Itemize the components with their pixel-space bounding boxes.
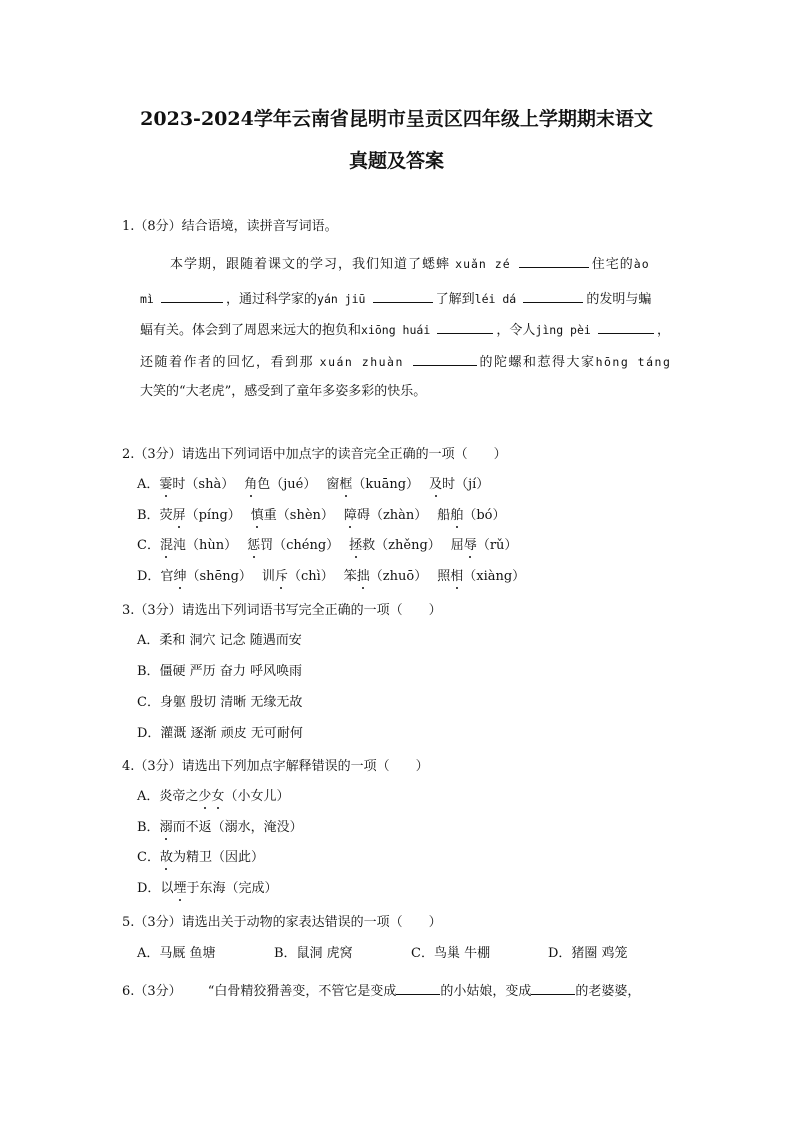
- q4-option: [137, 819, 303, 837]
- text: 以: [160, 881, 174, 897]
- answer-blank[interactable]: [413, 352, 477, 366]
- q2-option: [137, 507, 505, 525]
- q3-header: 3.（3分）请选出下列词语书写完全正确的一项（ ）: [122, 603, 442, 618]
- text: ，令人: [496, 323, 536, 338]
- option-label: B．: [137, 507, 160, 523]
- q3-option: D．灌溉 逐渐 顽皮 无可耐何: [137, 726, 303, 741]
- q3-option: B．僵硬 严历 奋力 呼风唤雨: [137, 664, 302, 679]
- text: 住宅的: [591, 257, 634, 272]
- text: ，: [656, 323, 670, 338]
- text: 色（jué）: [257, 477, 317, 492]
- dotted-char: 拯: [349, 538, 363, 554]
- question-number: 6.（3分）: [122, 984, 182, 999]
- q3-option: A．柔和 洞穴 记念 随遇而安: [137, 633, 302, 648]
- q5-header: 5.（3分）请选出关于动物的家表达错误的一项（ ）: [122, 915, 442, 930]
- dotted-char: 绅: [173, 569, 187, 585]
- option-label: B．: [137, 819, 160, 835]
- answer-blank[interactable]: [519, 254, 589, 268]
- text: 救（zhěng）: [362, 538, 441, 554]
- text: 沌（hùn）: [172, 538, 238, 554]
- q1-line3: [140, 320, 670, 340]
- dotted-char: 相: [450, 569, 464, 585]
- q4-option: [137, 849, 264, 867]
- answer-blank[interactable]: [396, 982, 440, 995]
- dotted-char: 障: [343, 507, 357, 523]
- text: 的小姑娘，变成: [440, 984, 532, 999]
- text: （xiàng）: [463, 569, 526, 585]
- text: （zhuō）: [369, 569, 428, 585]
- dotted-char: 斥: [274, 569, 288, 585]
- pinyin: yán jiū: [317, 292, 366, 306]
- dotted-chars: [198, 789, 224, 804]
- text: （chì）: [287, 569, 334, 585]
- q6-line1: [122, 982, 640, 1001]
- doc-title-line1: 2023-2024学年云南省昆明市呈贡区四年级上学期期末语文: [140, 108, 653, 130]
- answer-blank[interactable]: [523, 289, 583, 303]
- q1-header: 1.（8分）结合语境，读拼音写词语。: [122, 219, 338, 234]
- dotted-char: 堙: [173, 881, 187, 897]
- text: 重（shèn）: [263, 507, 334, 523]
- option-label: A．: [137, 477, 160, 492]
- q4-option: [137, 788, 289, 806]
- q5-option: D．猪圈 鸡笼: [548, 946, 628, 961]
- text: 的陀螺和惹得大家: [479, 355, 596, 370]
- pinyin: mì: [140, 292, 154, 306]
- dotted-chars: [160, 850, 173, 865]
- pinyin: xiōng huái: [361, 323, 431, 337]
- text: 的发明与蝙: [586, 292, 652, 307]
- text: （shēng）: [186, 569, 252, 585]
- text: （rǔ）: [476, 538, 518, 554]
- q3-option: C．身躯 殷切 清晰 无缘无故: [137, 695, 303, 710]
- q1-line4: [140, 352, 671, 372]
- pinyin: xuǎn zé: [455, 257, 511, 271]
- text: 窗: [326, 477, 340, 492]
- q2-option: [137, 568, 525, 586]
- option-label: C．: [137, 850, 160, 866]
- dotted-char: 女: [211, 789, 225, 804]
- q4-header: 4.（3分）请选出下列加点字解释错误的一项（ ）: [122, 759, 429, 774]
- answer-blank[interactable]: [373, 289, 433, 303]
- text: 为精卫（因此）: [172, 850, 264, 866]
- text: （小女儿）: [224, 789, 290, 804]
- q4-option: [137, 880, 277, 898]
- text: ，通过科学家的: [226, 292, 318, 307]
- dotted-char: 霎: [159, 477, 173, 492]
- q5-option: B．鼠洞 虎窝: [274, 946, 353, 961]
- pinyin: ào: [633, 257, 650, 271]
- dotted-chars: [173, 881, 186, 896]
- text: 照: [437, 569, 451, 585]
- dotted-char: 屏: [172, 507, 186, 523]
- text: 时（jí）: [442, 477, 490, 492]
- text: 而不返（溺水，淹没）: [172, 819, 303, 835]
- text: （bó）: [463, 507, 506, 523]
- text: 屈: [450, 538, 464, 554]
- text: 炎帝之: [159, 789, 199, 804]
- pinyin: léi dá: [474, 292, 517, 306]
- text: 了解到: [435, 292, 475, 307]
- text: 罚（chéng）: [260, 538, 340, 554]
- pinyin: hōng táng: [595, 355, 672, 369]
- answer-blank[interactable]: [161, 289, 223, 303]
- q1-line2: [140, 289, 651, 309]
- dotted-char: 框: [339, 477, 353, 492]
- dotted-char: 故: [159, 850, 173, 866]
- dotted-char: 角: [244, 477, 258, 492]
- text: （kuāng）: [352, 477, 420, 492]
- q2-option: [137, 537, 517, 555]
- text: 还随着作者的回忆，看到那: [140, 355, 315, 370]
- text: 官: [160, 569, 174, 585]
- pinyin: xuán zhuàn: [319, 355, 404, 369]
- dotted-char: 溺: [159, 819, 173, 835]
- dotted-char: 混: [159, 538, 173, 554]
- text: 的老婆婆，: [575, 984, 641, 999]
- q5-option: C．鸟巢 牛棚: [411, 946, 491, 961]
- text: 训: [261, 569, 275, 585]
- text: 蝠有关。体会到了周恩来远大的抱负和: [140, 323, 362, 338]
- q5-option: A．马厩 鱼塘: [137, 946, 216, 961]
- q1-line5: 大笑的“大老虎”，感受到了童年多姿多彩的快乐。: [140, 384, 427, 399]
- q1-line1: [170, 254, 650, 274]
- q2-header: 2.（3分）请选出下列词语中加点字的读音完全正确的一项（ ）: [122, 447, 507, 462]
- text: 时（shà）: [172, 477, 235, 492]
- dotted-char: 辱: [463, 538, 477, 554]
- dotted-char: 慎: [250, 507, 264, 523]
- dotted-char: 少: [198, 789, 212, 804]
- dotted-char: 拙: [356, 569, 370, 585]
- text: 荧: [159, 507, 173, 523]
- dotted-char: 舶: [450, 507, 464, 523]
- answer-blank[interactable]: [598, 320, 654, 334]
- pinyin: jìng pèi: [535, 323, 591, 337]
- doc-title-line2: 真题及答案: [348, 150, 444, 172]
- text: 本学期，跟随着课文的学习，我们知道了蟋蟀: [170, 257, 451, 272]
- option-label: D．: [137, 881, 161, 897]
- text: 船: [437, 507, 451, 523]
- text: （píng）: [185, 507, 241, 523]
- text: 碍（zhàn）: [356, 507, 428, 523]
- answer-blank[interactable]: [437, 320, 493, 334]
- text: “白骨精狡猾善变，不管它是变成: [207, 984, 397, 999]
- answer-blank[interactable]: [531, 982, 575, 995]
- dotted-char: 惩: [247, 538, 261, 554]
- dotted-chars: [160, 820, 173, 835]
- text: 笨: [343, 569, 357, 585]
- q2-option: [137, 476, 489, 494]
- dotted-char: 及: [429, 477, 443, 492]
- text: 于东海（完成）: [186, 881, 278, 897]
- option-label: C．: [137, 538, 160, 554]
- option-label: A．: [137, 789, 160, 804]
- option-label: D．: [137, 569, 161, 585]
